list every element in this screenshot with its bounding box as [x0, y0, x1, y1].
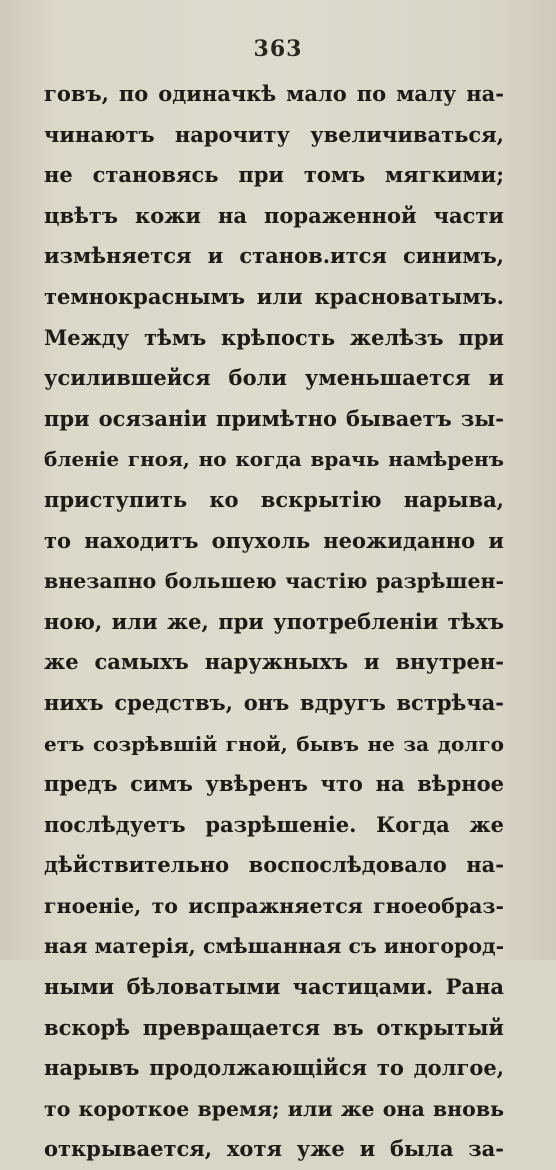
text-line: внезапно большею частію разрѣшен-: [44, 569, 504, 594]
text-line: ная матерія, смѣшанная съ иногород-: [44, 934, 504, 959]
text-line: открывается, хотя уже и была за-: [44, 1136, 504, 1162]
text-line: етъ созрѣвшій гной, бывъ не за долго: [44, 731, 504, 756]
text-line: дѣйствительно воспослѣдовало на-: [44, 852, 504, 878]
text-line: приступить ко вскрытію нарыва,: [44, 486, 504, 512]
text-line: ными бѣловатыми частицами. Рана: [44, 974, 504, 1000]
text-line: предъ симъ увѣренъ что на вѣрное: [44, 771, 504, 797]
text-line: ною, или же, при употребленіи тѣхъ: [44, 608, 504, 634]
text-line: нихъ средствъ, онъ вдругъ встрѣча-: [44, 689, 504, 715]
text-line: вскорѣ превращается въ открытый: [44, 1014, 504, 1040]
text-line: не становясь при томъ мягкими;: [44, 162, 504, 188]
text-line: же самыхъ наружныхъ и внутрен-: [44, 649, 504, 675]
text-line: бленіе гноя, но когда врачь намѣренъ: [44, 447, 504, 472]
text-line: цвѣтъ кожи на пораженной части: [44, 202, 504, 228]
text-line: нарывъ продолжающійся то долгое,: [44, 1055, 504, 1081]
text-line: говъ, по одиначкѣ мало по малу на-: [44, 81, 504, 106]
text-line: гноеніе, то испражняется гноеобраз-: [44, 893, 504, 918]
text-line: то находитъ опухоль неожиданно и: [44, 527, 504, 553]
page-number: 363: [253, 36, 303, 62]
text-line: усилившейся боли уменьшается и: [44, 365, 504, 391]
text-line: чинаютъ нарочиту увеличиваться,: [44, 121, 504, 147]
text-line: то короткое время; или же она вновь: [44, 1096, 504, 1121]
text-line: темнокраснымъ или красноватымъ.: [44, 283, 504, 309]
body-text: [44, 74, 504, 1170]
text-line: при осязаніи примѣтно бываетъ зы-: [44, 405, 504, 431]
text-line: послѣдуетъ разрѣшеніе. Когда же: [44, 811, 504, 837]
text-line: Между тѣмъ крѣпость желѣзъ при: [44, 324, 504, 350]
text-line: измѣняется и станов.ится синимъ,: [44, 243, 504, 269]
